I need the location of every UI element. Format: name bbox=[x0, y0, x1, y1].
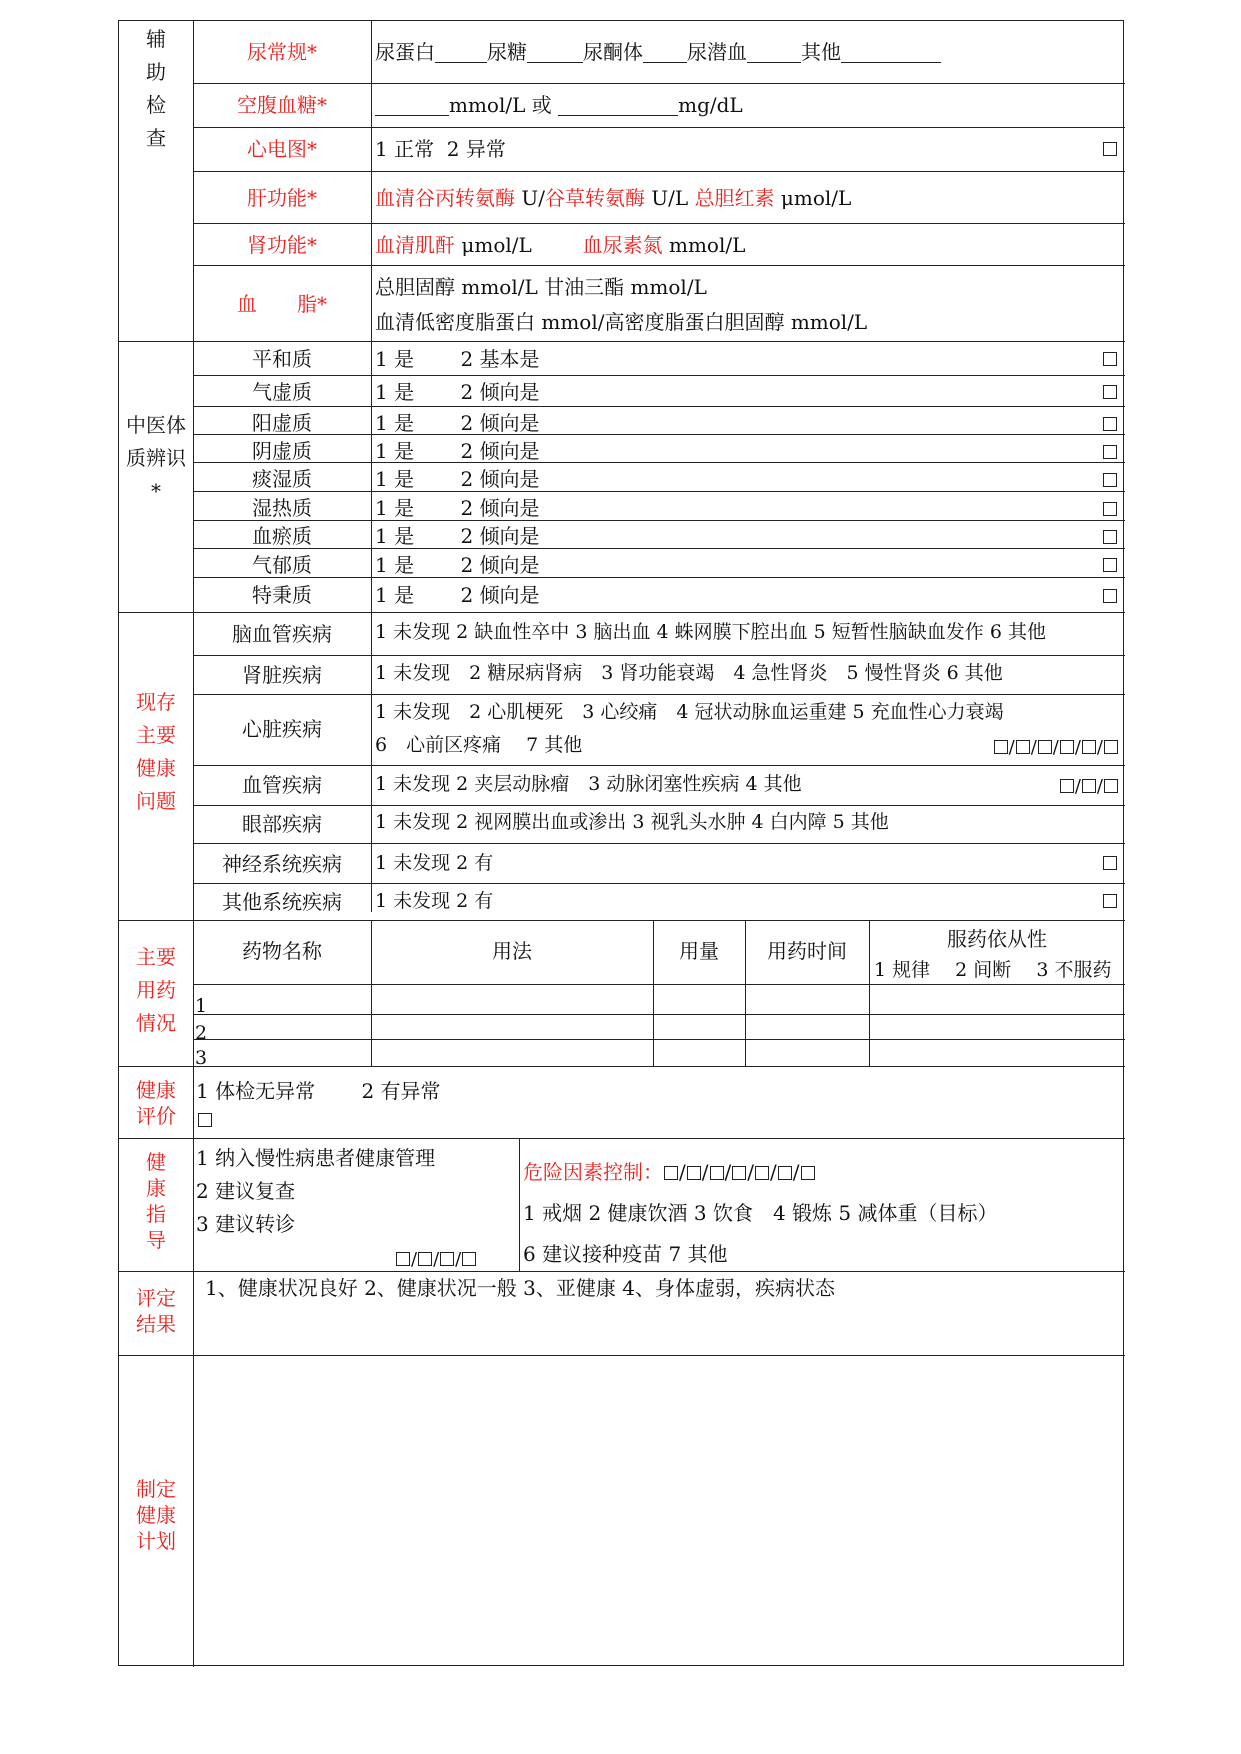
tcm-checkbox[interactable] bbox=[1103, 589, 1117, 603]
tcm-name: 阳虚质 bbox=[252, 411, 312, 435]
health-form bbox=[118, 20, 1124, 1666]
heart-checkboxes: / / / / / bbox=[993, 737, 1119, 758]
heart-options-1: 1 未发现 2 心肌梗死 3 心绞痛 4 冠状动脉血运重建 5 充血性心力衰竭 bbox=[375, 701, 1004, 723]
tcm-option: 1 是 2 倾向是 bbox=[375, 583, 540, 607]
urine-sugar-field[interactable] bbox=[527, 44, 583, 63]
urine-protein-field[interactable] bbox=[435, 44, 487, 63]
tcm-name: 气郁质 bbox=[252, 553, 312, 577]
ecg-label: 心电图* bbox=[247, 137, 317, 161]
glucose-fields: mmol/L 或 mg/dL bbox=[375, 94, 743, 116]
section-health: 现存主要健康问题 bbox=[136, 690, 176, 813]
tcm-checkbox[interactable] bbox=[1103, 417, 1117, 431]
meds-header-name: 药物名称 bbox=[242, 939, 322, 963]
tcm-option: 1 是 2 倾向是 bbox=[375, 553, 540, 577]
guide-item: 2 建议复查 bbox=[196, 1179, 296, 1203]
urine-blood-field[interactable] bbox=[747, 44, 801, 63]
col-divider-section bbox=[193, 21, 194, 1667]
tcm-option: 1 是 2 倾向是 bbox=[375, 439, 540, 463]
meds-row-number: 1 bbox=[195, 995, 208, 1017]
eye-options: 1 未发现 2 视网膜出血或渗出 3 视乳头水肿 4 白内障 5 其他 bbox=[375, 811, 889, 833]
heart-label: 心脏疾病 bbox=[242, 717, 322, 741]
tcm-name: 湿热质 bbox=[252, 496, 312, 520]
tcm-name: 痰湿质 bbox=[252, 467, 312, 491]
eye-label: 眼部疾病 bbox=[242, 812, 322, 836]
meds-row-number: 3 bbox=[195, 1047, 208, 1069]
kidney-fields: 血清肌酐 μmol/L 血尿素氮 mmol/L bbox=[375, 233, 746, 257]
guide-item: 1 纳入慢性病患者健康管理 bbox=[196, 1146, 436, 1170]
tcm-name: 阴虚质 bbox=[252, 439, 312, 463]
cerebro-options: 1 未发现 2 缺血性卒中 3 脑出血 4 蛛网膜下腔出血 5 短暂性脑缺血发作 6 其他 bbox=[375, 621, 1046, 643]
meds-compliance-options: 1 规律 2 间断 3 不服药 bbox=[874, 959, 1112, 981]
section-eval: 健康评价 bbox=[136, 1078, 176, 1128]
tcm-option: 1 是 2 倾向是 bbox=[375, 467, 540, 491]
tcm-name: 血瘀质 bbox=[252, 524, 312, 548]
risk-options-1: 1 戒烟 2 健康饮酒 3 饮食 4 锻炼 5 减体重（目标） bbox=[523, 1201, 998, 1225]
liver-fields: 血清谷丙转氨酶 U/谷草转氨酶 U/L 总胆红素 μmol/L bbox=[375, 186, 852, 210]
tcm-checkbox[interactable] bbox=[1103, 530, 1117, 544]
glucose-mg-field[interactable] bbox=[558, 97, 678, 116]
health-plan-area[interactable] bbox=[195, 1357, 1123, 1665]
section-result: 评定结果 bbox=[136, 1286, 176, 1336]
vessel-options: 1 未发现 2 夹层动脉瘤 3 动脉闭塞性疾病 4 其他 bbox=[375, 773, 802, 795]
ecg-options: 1 正常 2 异常 bbox=[375, 137, 506, 161]
lipid-line-2: 血清低密度脂蛋白 mmol/高密度脂蛋白胆固醇 mmol/L bbox=[375, 310, 868, 334]
tcm-name: 平和质 bbox=[252, 347, 312, 371]
vessel-checkboxes: / / bbox=[1059, 776, 1119, 797]
risk-control: 危险因素控制： / / / / / / bbox=[523, 1161, 816, 1183]
col-divider-label bbox=[371, 21, 372, 912]
glucose-label: 空腹血糖* bbox=[237, 93, 327, 117]
guide-checkboxes: / / / bbox=[395, 1249, 477, 1270]
meds-header-usage: 用法 bbox=[492, 939, 532, 963]
tcm-checkbox[interactable] bbox=[1103, 558, 1117, 572]
section-plan: 制定健康计划 bbox=[136, 1477, 176, 1553]
neuro-options: 1 未发现 2 有 bbox=[375, 852, 494, 874]
urine-fields: 尿蛋白 尿糖 尿酮体 尿潜血 其他 bbox=[375, 41, 941, 63]
guide-item: 3 建议转诊 bbox=[196, 1212, 296, 1236]
liver-label: 肝功能* bbox=[247, 186, 317, 210]
meds-row-number: 2 bbox=[195, 1022, 208, 1044]
tcm-name: 特秉质 bbox=[252, 583, 312, 607]
tcm-option: 1 是 2 基本是 bbox=[375, 347, 540, 371]
meds-header-dose: 用量 bbox=[679, 939, 719, 963]
other-label: 其他系统疾病 bbox=[222, 890, 342, 914]
meds-header-time: 用药时间 bbox=[767, 939, 847, 963]
vessel-label: 血管疾病 bbox=[242, 773, 322, 797]
section-aux: 辅助检查 bbox=[146, 27, 166, 150]
lipid-line-1: 总胆固醇 mmol/L 甘油三酯 mmol/L bbox=[375, 275, 707, 299]
other-options: 1 未发现 2 有 bbox=[375, 890, 494, 912]
tcm-option: 1 是 2 倾向是 bbox=[375, 524, 540, 548]
meds-header-compliance: 服药依从性 bbox=[947, 927, 1047, 951]
eval-checkbox[interactable] bbox=[198, 1113, 212, 1127]
tcm-option: 1 是 2 倾向是 bbox=[375, 380, 540, 404]
cerebro-label: 脑血管疾病 bbox=[232, 622, 332, 646]
section-tcm: 中医体质辨识* bbox=[126, 413, 186, 503]
tcm-checkbox[interactable] bbox=[1103, 352, 1117, 366]
risk-options-2: 6 建议接种疫苗 7 其他 bbox=[523, 1242, 728, 1266]
tcm-checkbox[interactable] bbox=[1103, 473, 1117, 487]
tcm-option: 1 是 2 倾向是 bbox=[375, 496, 540, 520]
renal-label: 肾脏疾病 bbox=[242, 663, 322, 687]
result-options: 1、健康状况良好 2、健康状况一般 3、亚健康 4、身体虚弱，疾病状态 bbox=[205, 1276, 835, 1300]
neuro-label: 神经系统疾病 bbox=[222, 852, 342, 876]
urine-other-field[interactable] bbox=[841, 44, 941, 63]
tcm-option: 1 是 2 倾向是 bbox=[375, 411, 540, 435]
other-checkbox[interactable] bbox=[1103, 894, 1117, 908]
tcm-checkbox[interactable] bbox=[1103, 445, 1117, 459]
tcm-checkbox[interactable] bbox=[1103, 385, 1117, 399]
heart-options-2: 6 心前区疼痛 7 其他 bbox=[375, 734, 583, 756]
lipid-label: 血 脂* bbox=[237, 292, 327, 316]
urine-label: 尿常规* bbox=[247, 40, 317, 64]
urine-ketone-field[interactable] bbox=[643, 44, 687, 63]
neuro-checkbox[interactable] bbox=[1103, 856, 1117, 870]
glucose-mmol-field[interactable] bbox=[375, 97, 449, 116]
ecg-checkbox[interactable] bbox=[1103, 142, 1117, 156]
kidney-label: 肾功能* bbox=[247, 233, 317, 257]
tcm-checkbox[interactable] bbox=[1103, 502, 1117, 516]
tcm-name: 气虚质 bbox=[252, 380, 312, 404]
section-meds: 主要用药情况 bbox=[136, 945, 176, 1035]
renal-options: 1 未发现 2 糖尿病肾病 3 肾功能衰竭 4 急性肾炎 5 慢性肾炎 6 其他 bbox=[375, 662, 1003, 684]
section-guide: 健康指导 bbox=[146, 1150, 166, 1252]
eval-options: 1 体检无异常 2 有异常 bbox=[196, 1079, 441, 1103]
